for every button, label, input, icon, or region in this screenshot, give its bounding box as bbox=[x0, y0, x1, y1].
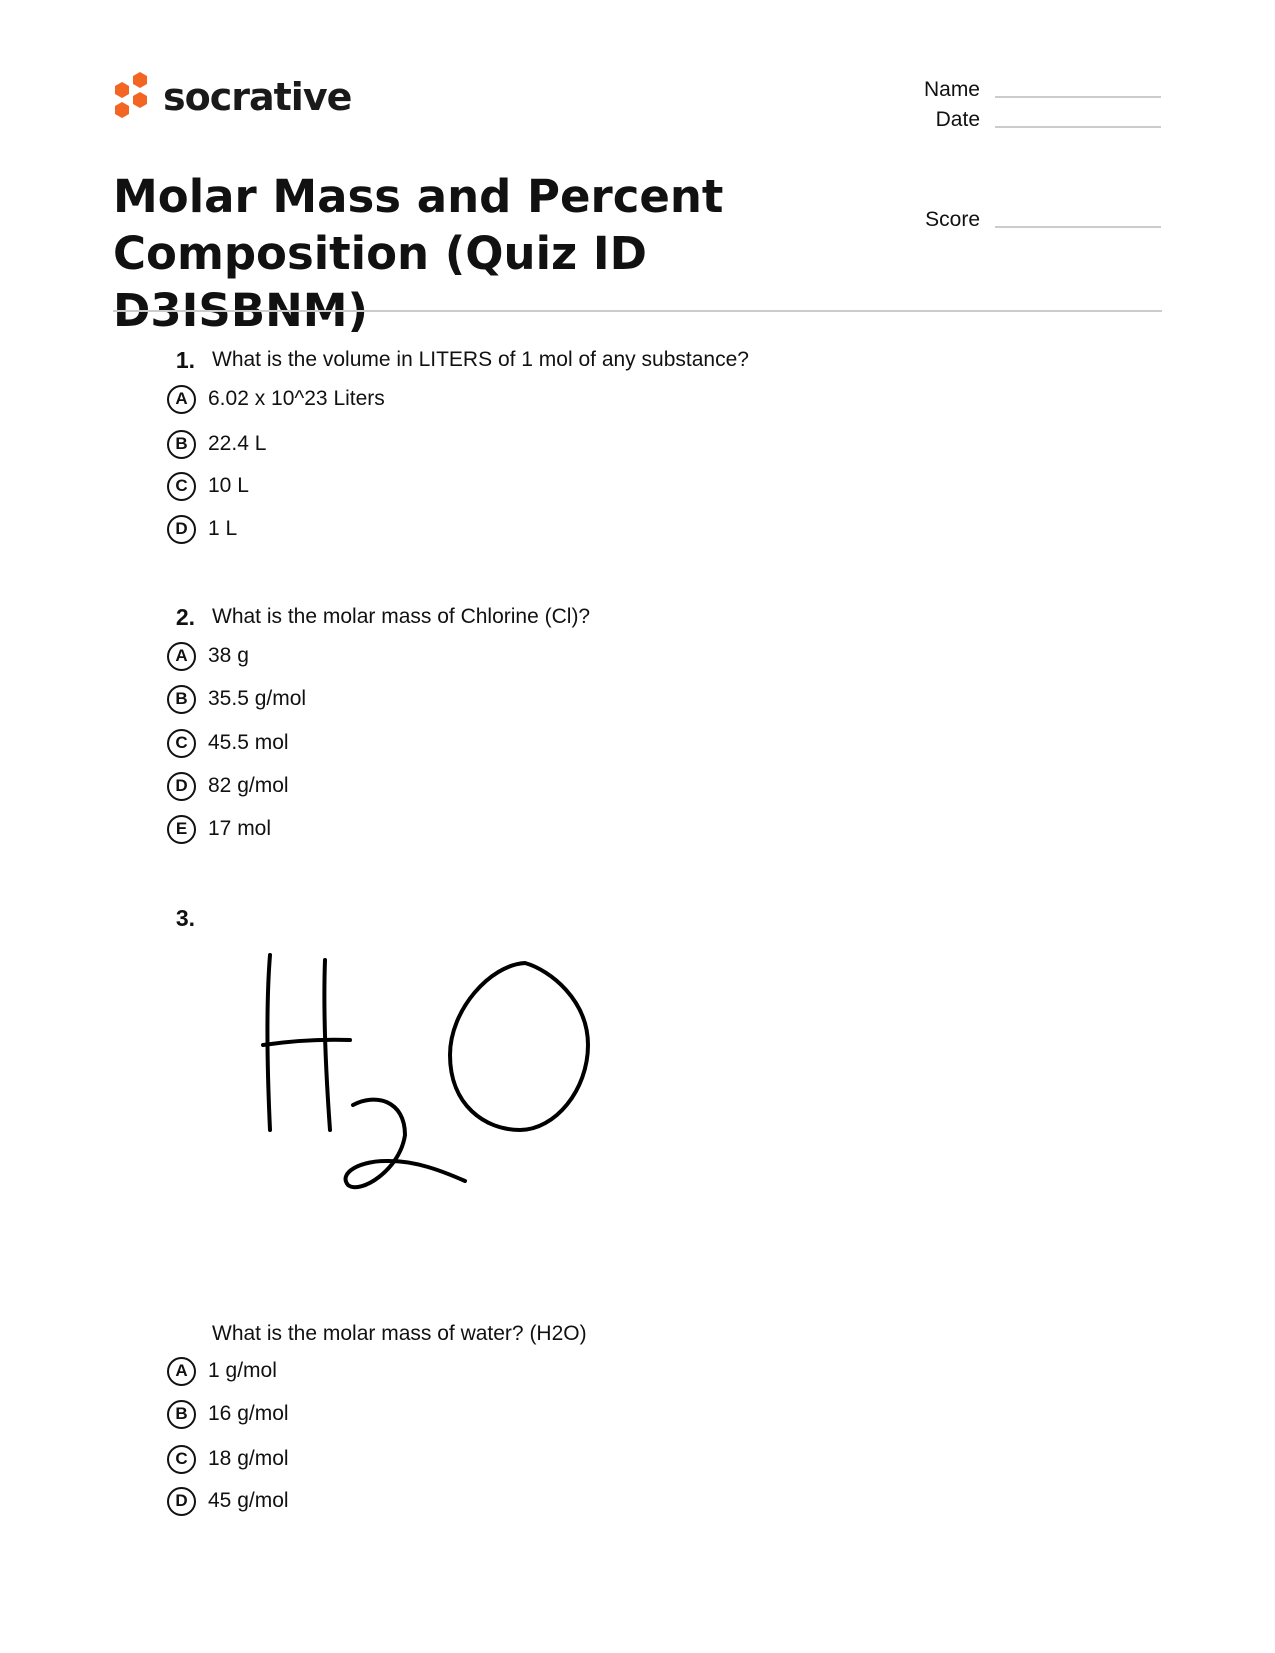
answer-option[interactable] bbox=[167, 382, 385, 416]
answer-option[interactable] bbox=[167, 812, 271, 846]
score-line[interactable] bbox=[995, 225, 1161, 228]
option-letter: D bbox=[167, 772, 196, 801]
answer-option[interactable] bbox=[167, 1397, 289, 1431]
name-line[interactable] bbox=[995, 95, 1161, 98]
option-text: 18 g/mol bbox=[208, 1447, 289, 1470]
option-letter: A bbox=[167, 642, 196, 671]
option-text: 10 L bbox=[208, 474, 249, 497]
option-text: 16 g/mol bbox=[208, 1402, 289, 1425]
date-label: Date bbox=[935, 108, 980, 131]
question-text: What is the molar mass of Chlorine (Cl)? bbox=[212, 605, 591, 628]
answer-option[interactable] bbox=[167, 682, 306, 716]
option-text: 1 L bbox=[208, 517, 238, 540]
socrative-logo bbox=[113, 72, 351, 122]
score-field[interactable] bbox=[860, 208, 1161, 232]
handwritten-h2o-image bbox=[250, 945, 610, 1205]
hexagon-logo-icon bbox=[113, 72, 153, 122]
question-number: 2. bbox=[175, 604, 195, 630]
answer-option[interactable] bbox=[167, 469, 249, 503]
option-letter: C bbox=[167, 729, 196, 758]
name-label: Name bbox=[923, 78, 980, 101]
option-letter: D bbox=[167, 515, 196, 544]
brand-name: socrative bbox=[163, 75, 352, 119]
answer-option[interactable] bbox=[167, 427, 266, 461]
option-letter: B bbox=[167, 1400, 196, 1429]
question-number: 3. bbox=[175, 905, 195, 931]
option-text: 45 g/mol bbox=[208, 1489, 289, 1512]
answer-option[interactable] bbox=[167, 1484, 289, 1518]
question-text: What is the volume in LITERS of 1 mol of any substance? bbox=[212, 348, 749, 371]
answer-option[interactable] bbox=[167, 1442, 289, 1476]
option-text: 1 g/mol bbox=[208, 1359, 277, 1382]
option-text: 22.4 L bbox=[208, 432, 267, 455]
answer-option[interactable] bbox=[167, 1354, 277, 1388]
option-letter: B bbox=[167, 685, 196, 714]
score-label: Score bbox=[925, 208, 980, 231]
date-line[interactable] bbox=[995, 125, 1161, 128]
option-text: 35.5 g/mol bbox=[208, 687, 307, 710]
answer-option[interactable] bbox=[167, 726, 289, 760]
option-text: 6.02 x 10^23 Liters bbox=[208, 387, 385, 410]
question-text: What is the molar mass of water? (H2O) bbox=[212, 1322, 587, 1345]
answer-option[interactable] bbox=[167, 512, 237, 546]
option-text: 82 g/mol bbox=[208, 774, 289, 797]
option-letter: A bbox=[167, 385, 196, 414]
divider bbox=[113, 310, 1162, 312]
question-number: 1. bbox=[175, 347, 195, 373]
option-letter: B bbox=[167, 430, 196, 459]
option-letter: A bbox=[167, 1357, 196, 1386]
option-letter: C bbox=[167, 472, 196, 501]
option-text: 38 g bbox=[208, 644, 249, 667]
option-text: 17 mol bbox=[208, 817, 272, 840]
answer-option[interactable] bbox=[167, 769, 289, 803]
option-text: 45.5 mol bbox=[208, 731, 289, 754]
option-letter: C bbox=[167, 1445, 196, 1474]
option-letter: E bbox=[167, 815, 196, 844]
option-letter: D bbox=[167, 1487, 196, 1516]
date-field[interactable] bbox=[860, 108, 1161, 132]
page-title: Molar Mass and Percent Composition (Quiz ID D3ISBNM) bbox=[113, 170, 724, 337]
answer-option[interactable] bbox=[167, 639, 249, 673]
name-field[interactable] bbox=[860, 78, 1161, 102]
